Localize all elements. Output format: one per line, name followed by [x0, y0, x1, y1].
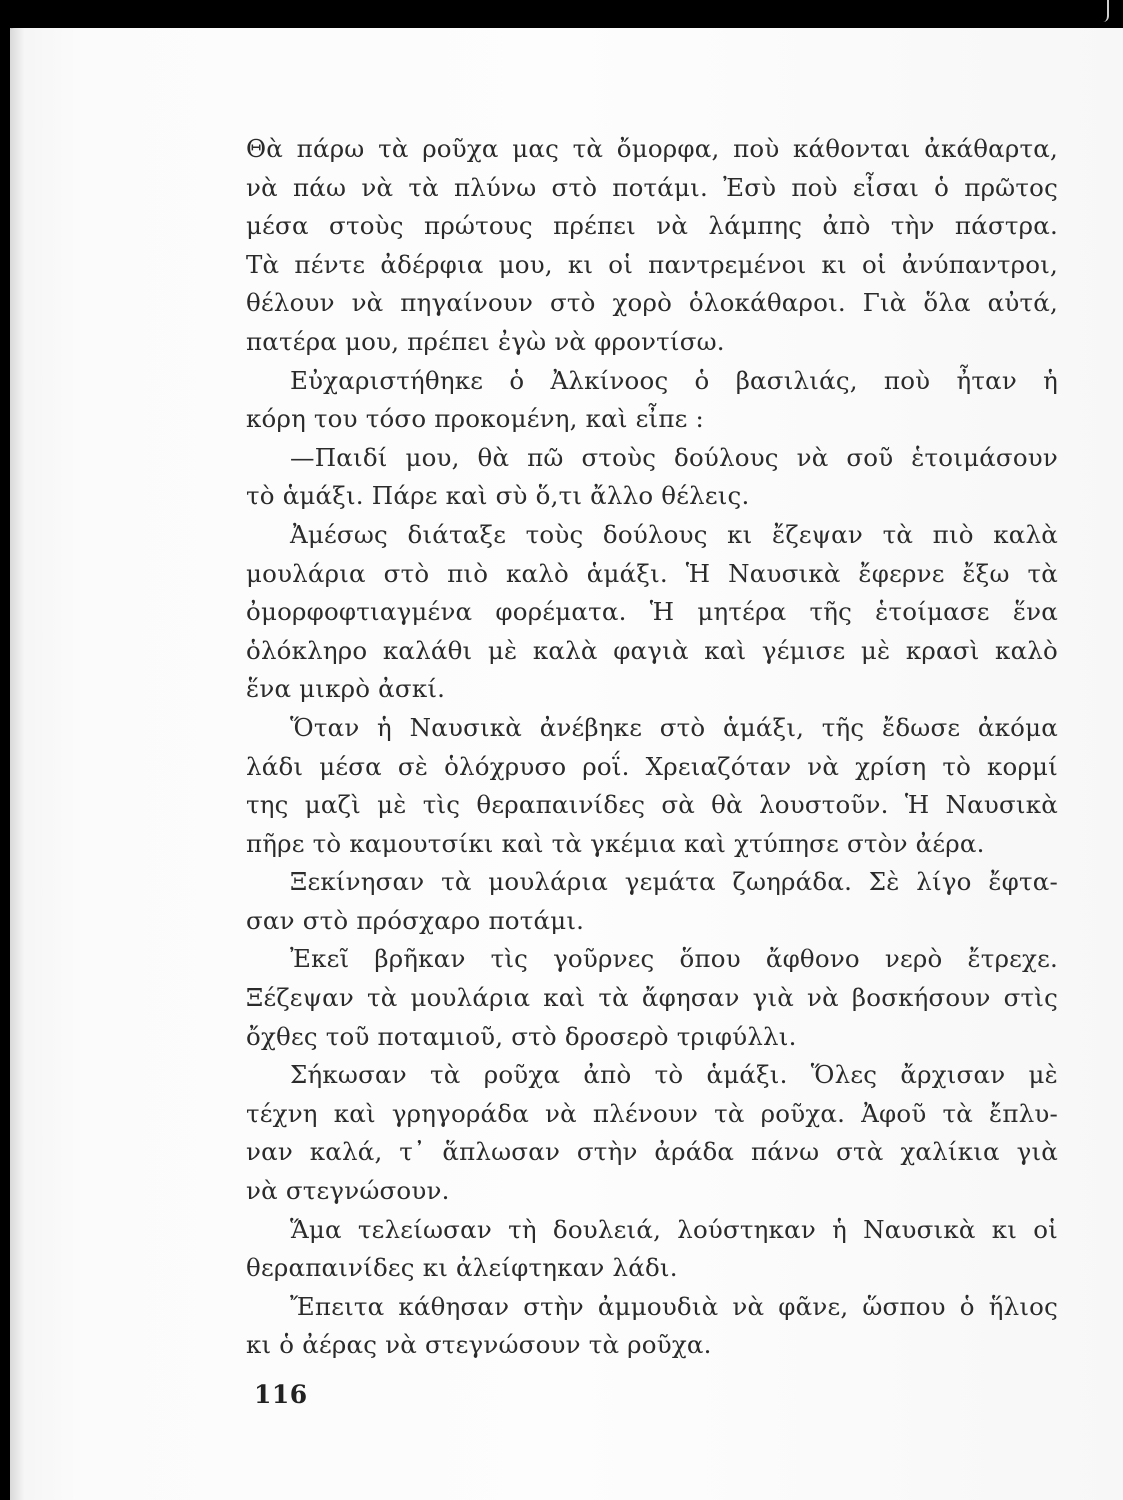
text-line: μέσα στοὺς πρώτους πρέπει νὰ λάμπης ἀπὸ τὴν πάστρα.	[246, 211, 1058, 241]
text-line: θέλουν νὰ πηγαίνουν στὸ χορὸ ὁλοκάθαροι. Γιὰ ὅλα αὐτά,	[246, 288, 1058, 318]
text-line: Σήκωσαν τὰ ροῦχα ἀπὸ τὸ ἁμάξι. Ὅλες ἄρχισαν μὲ	[290, 1060, 1058, 1090]
text-line: θεραπαινίδες κι ἀλείφτηκαν λάδι.	[246, 1253, 678, 1283]
page-left-edge-shadow	[10, 28, 24, 1500]
text-line: ὀμορφοφτιαγμένα φορέματα. Ἡ μητέρα τῆς ἑτοίμασε ἕνα	[246, 597, 1058, 627]
text-line: Ἅμα τελείωσαν τὴ δουλειά, λούστηκαν ἡ Ναυσικὰ κι οἱ	[290, 1214, 1058, 1244]
text-line: λάδι μέσα σὲ ὁλόχρυσο ροΐ. Χρειαζόταν νὰ χρίση τὸ κορμί	[246, 751, 1058, 781]
text-line: νὰ πάω νὰ τὰ πλύνω στὸ ποτάμι. Ἐσὺ ποὺ εἶσαι ὁ πρῶτος	[246, 172, 1058, 202]
text-line: Ἔπειτα κάθησαν στὴν ἀμμουδιὰ νὰ φᾶνε, ὥσπου ὁ ἥλιος	[290, 1291, 1058, 1321]
text-line: Εὐχαριστήθηκε ὁ Ἀλκίνοος ὁ βασιλιάς, ποὺ ἦταν ἡ	[290, 365, 1058, 395]
text-line: Θὰ πάρω τὰ ροῦχα μας τὰ ὄμορφα, ποὺ κάθονται ἀκάθαρτα,	[246, 134, 1058, 163]
scan-artifact-mark	[1101, 0, 1109, 22]
body-text	[246, 130, 1058, 1365]
text-line: πατέρα μου, πρέπει ἐγὼ νὰ φροντίσω.	[246, 326, 725, 356]
text-line: τέχνη καὶ γρηγοράδα νὰ πλένουν τὰ ροῦχα. Ἀφοῦ τὰ ἔπλυ-	[246, 1098, 1058, 1128]
text-line: κόρη του τόσο προκομένη, καὶ εἶπε :	[246, 404, 704, 434]
text-line: Ἀμέσως διάταξε τοὺς δούλους κι ἔζεψαν τὰ πιὸ καλὰ	[290, 519, 1058, 549]
text-line: ὁλόκληρο καλάθι μὲ καλὰ φαγιὰ καὶ γέμισε μὲ κρασὶ καλὸ	[246, 635, 1058, 665]
text-line: Τὰ πέντε ἀδέρφια μου, κι οἱ παντρεμένοι κι οἱ ἀνύπαντροι,	[246, 249, 1058, 279]
text-line: ἕνα μικρὸ ἀσκί.	[246, 674, 446, 704]
text-line: μουλάρια στὸ πιὸ καλὸ ἁμάξι. Ἡ Ναυσικὰ ἔφερνε ἔξω τὰ	[246, 558, 1058, 588]
text-line: —Παιδί μου, θὰ πῶ στοὺς δούλους νὰ σοῦ ἑτοιμάσουν	[290, 442, 1058, 472]
text-line: Ὅταν ἡ Ναυσικὰ ἀνέβηκε στὸ ἁμάξι, τῆς ἔδωσε ἀκόμα	[290, 712, 1058, 742]
page-number: 116	[254, 1380, 308, 1409]
text-line: πῆρε τὸ καμουτσίκι καὶ τὰ γκέμια καὶ χτύπησε στὸν ἀέρα.	[246, 828, 985, 858]
text-line: νὰ στεγνώσουν.	[246, 1176, 450, 1206]
text-line: κι ὁ ἀέρας νὰ στεγνώσουν τὰ ροῦχα.	[246, 1330, 712, 1360]
text-line: της μαζὶ μὲ τὶς θεραπαινίδες σὰ θὰ λουστοῦν. Ἡ Ναυσικὰ	[246, 790, 1058, 820]
text-line: ναν καλά, τ᾽ ἅπλωσαν στὴν ἀράδα πάνω στὰ χαλίκια γιὰ	[246, 1137, 1058, 1167]
text-line: Ξεκίνησαν τὰ μουλάρια γεμάτα ζωηράδα. Σὲ λίγο ἔφτα-	[290, 867, 1058, 897]
text-line: σαν στὸ πρόσχαρο ποτάμι.	[246, 905, 585, 935]
scan-border-top	[0, 0, 1123, 30]
text-line: Ἐκεῖ βρῆκαν τὶς γοῦρνες ὅπου ἄφθονο νερὸ ἔτρεχε.	[290, 944, 1058, 974]
text-line: Ξέζεψαν τὰ μουλάρια καὶ τὰ ἄφησαν γιὰ νὰ βοσκήσουν στὶς	[246, 983, 1058, 1013]
text-line: τὸ ἁμάξι. Πάρε καὶ σὺ ὅ,τι ἄλλο θέλεις.	[246, 481, 750, 511]
text-line: ὄχθες τοῦ ποταμιοῦ, στὸ δροσερὸ τριφύλλι.	[246, 1021, 797, 1051]
